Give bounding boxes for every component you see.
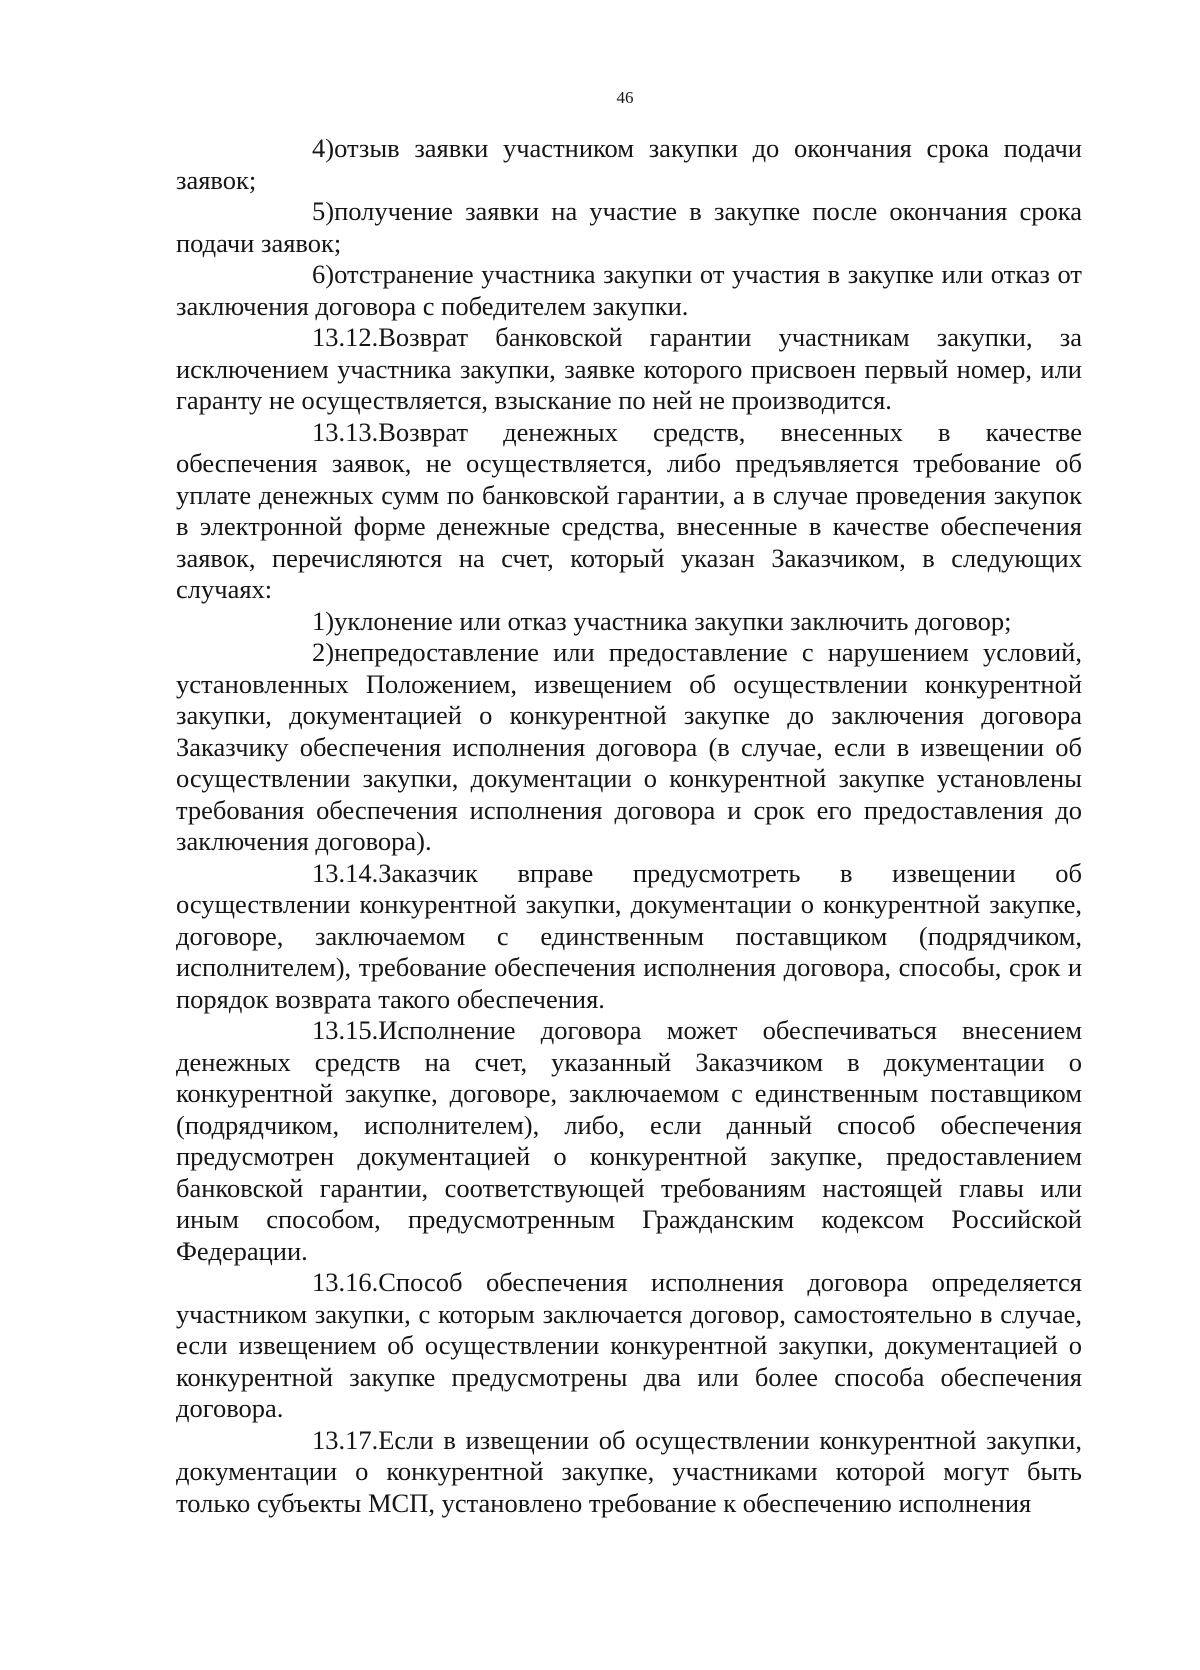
item-number: 5) [312,196,335,226]
item-number: 1) [312,605,335,636]
clause-13-13 [176,417,1082,606]
item-text: уклонение или отказ участника закупки заключить договор; [334,605,1012,636]
clause-13-12 [176,322,1082,417]
clause-13-14 [176,858,1082,1016]
clause-13-16 [176,1267,1082,1425]
item-text: отзыв заявки участником закупки до окончания срока подачи заявок; [176,133,1082,195]
item-number: 4) [312,133,335,163]
list-item-6 [176,259,1082,322]
item-text: непредоставление или предоставление с нарушением условий, установленных Положением, извещением об осуществлении конкурентной закупки, документацией о конкурентной закупке до заключения договора Заказчику обеспечения исполнения договора (в случае, если в извещении об осуществлении закупки, документации о конкурентной закупке установлены требования обеспечения исполнения договора и срок его предоставления до заключения договора). [176,637,1082,856]
list-item-5 [176,196,1082,259]
document-body [176,133,1082,1519]
clause-text: Исполнение договора может обеспечиваться внесением денежных средств на счет, указанный Заказчиком в документации о конкурентной закупке, договоре, заключаемом с единственным поставщиком (подрядчиком, исполнителем), либо, если данный способ обеспечения предусмотрен документацией о конкурентной закупке, предоставлением банковской гарантии, соответствующей требованиям настоящей главы или иным способом, предусмотренным Гражданским кодексом Российской Федерации. [176,1015,1082,1266]
clause-text: Заказчик вправе предусмотреть в извещении об осуществлении конкурентной закупки, документации о конкурентной закупке, договоре, заключаемом с единственным поставщиком (подрядчиком, исполнителем), требование обеспечения исполнения договора, способы, срок и порядок возврата такого обеспечения. [176,857,1082,1014]
item-number: 6) [312,259,335,289]
clause-number: 13.12. [312,322,379,352]
clause-text: Возврат банковской гарантии участникам закупки, за исключением участника закупки, заявке которого присвоен первый номер, или гаранту не осуществляется, взыскание по ней не производится. [176,322,1082,415]
clause-number: 13.13. [312,416,379,447]
clause-text: Если в извещении об осуществлении конкурентной закупки, документации о конкурентной закупке, участниками которой могут быть только субъекты МСП, установлено требование к обеспечению исполнения [176,1424,1082,1518]
clause-number: 13.14. [312,857,379,888]
list-item-2 [176,637,1082,858]
clause-13-17 [176,1425,1082,1520]
clause-number: 13.15. [312,1015,379,1045]
clause-13-15 [176,1015,1082,1267]
clause-text: Возврат денежных средств, внесенных в качестве обеспечения заявок, не осуществляется, либо предъявляется требование об уплате денежных сумм по банковской гарантии, а в случае проведения закупок в электронной форме денежные средства, внесенные в качестве обеспечения заявок, перечисляются на счет, который указан Заказчиком, в следующих случаях: [176,416,1082,604]
clause-text: Способ обеспечения исполнения договора определяется участником закупки, с которым заключается договор, самостоятельно в случае, если извещением об осуществлении конкурентной закупки, документацией о конкурентной закупке предусмотрены два или более способа обеспечения договора. [176,1267,1082,1423]
clause-number: 13.17. [312,1424,379,1455]
item-number: 2) [312,637,335,667]
list-item-4 [176,133,1082,196]
page-number: 46 [616,88,634,107]
clause-number: 13.16. [312,1267,379,1297]
item-text: отстранение участника закупки от участия в закупке или отказ от заключения договора с победителем закупки. [176,259,1082,321]
item-text: получение заявки на участие в закупке после окончания срока подачи заявок; [176,196,1082,258]
list-item-1 [176,606,1082,638]
